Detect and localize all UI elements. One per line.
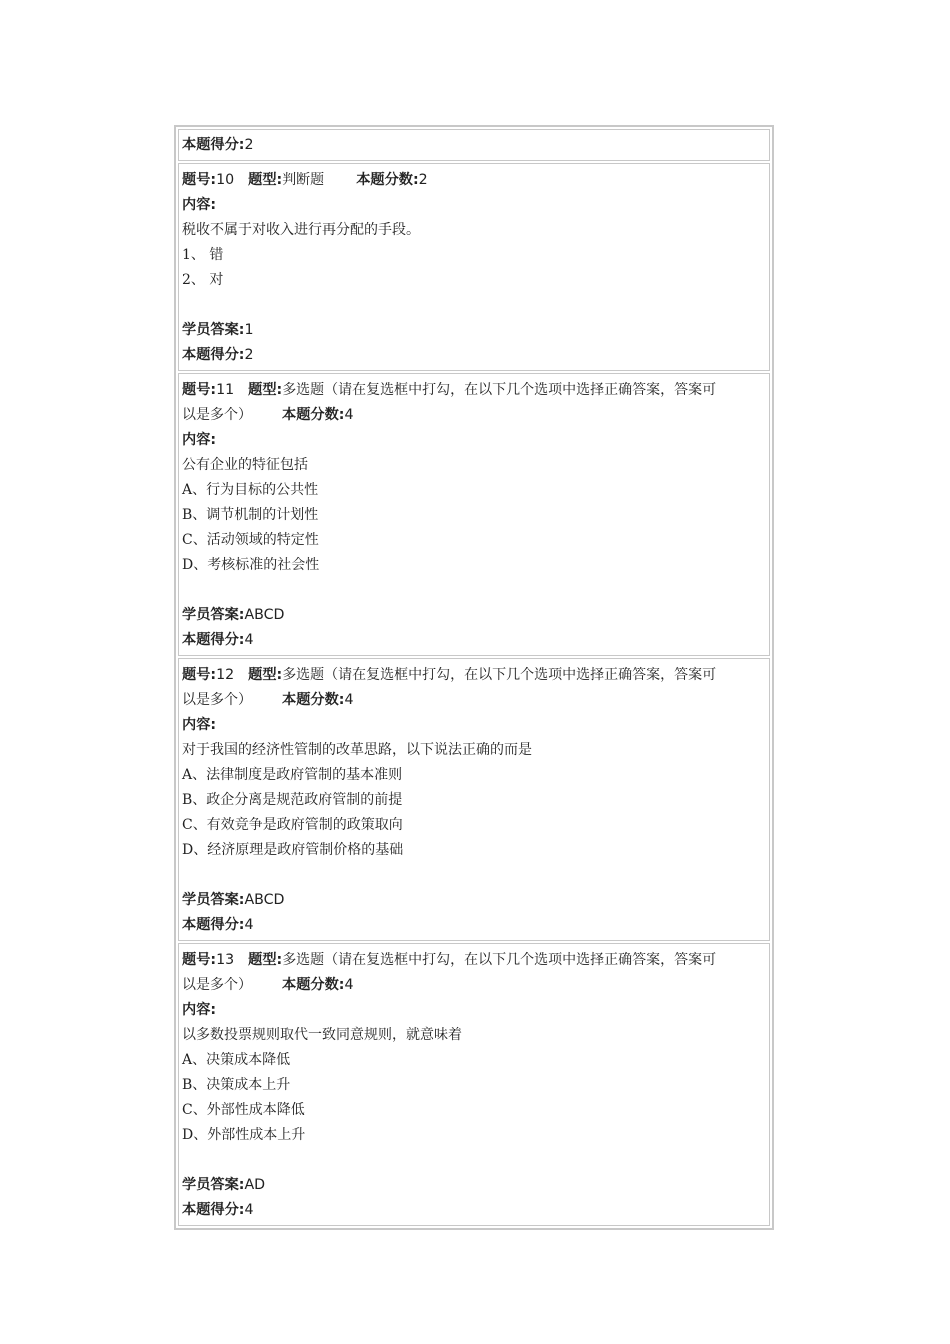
question-cell-13 xyxy=(178,943,770,1226)
score-line xyxy=(182,1198,769,1223)
option-item: B、决策成本上升 xyxy=(182,1077,291,1093)
number-label: 题号: xyxy=(182,667,217,683)
option-item: B、调节机制的计划性 xyxy=(182,507,319,523)
score-value: 2 xyxy=(244,347,254,363)
question-type: 多选题（请在复选框中打勾，在以下几个选项中选择正确答案，答案可 xyxy=(282,382,717,398)
answer-label: 学员答案: xyxy=(182,322,245,338)
question-type: 多选题（请在复选框中打勾，在以下几个选项中选择正确答案，答案可 xyxy=(282,667,717,683)
type-label: 题型: xyxy=(248,952,283,968)
points-label: 本题分数: xyxy=(356,172,419,188)
score-line xyxy=(182,343,769,368)
option-item: D、考核标准的社会性 xyxy=(182,557,320,573)
question-stem: 税收不属于对收入进行再分配的手段。 xyxy=(182,222,420,238)
points-label: 本题分数: xyxy=(282,692,345,708)
type-label: 题型: xyxy=(248,172,283,188)
question-type: 多选题（请在复选框中打勾，在以下几个选项中选择正确答案，答案可 xyxy=(282,952,717,968)
score-value: 4 xyxy=(244,632,254,648)
question-points: 4 xyxy=(344,692,354,708)
answer-line xyxy=(182,888,769,913)
score-line xyxy=(182,913,769,938)
score-value: 2 xyxy=(244,137,254,153)
question-header-cont xyxy=(182,688,769,713)
option-item: C、有效竞争是政府管制的政策取向 xyxy=(182,817,403,833)
question-points: 4 xyxy=(344,977,354,993)
number-label: 题号: xyxy=(182,382,217,398)
content-label: 内容: xyxy=(182,717,217,733)
question-cell-10 xyxy=(178,163,770,371)
score-label: 本题得分: xyxy=(182,1202,245,1218)
type-label: 题型: xyxy=(248,382,283,398)
score-cell-previous xyxy=(178,129,770,161)
option-item: D、外部性成本上升 xyxy=(182,1127,306,1143)
question-cell-11 xyxy=(178,373,770,656)
points-label: 本题分数: xyxy=(282,407,345,423)
answer-value: ABCD xyxy=(244,607,285,623)
content-label: 内容: xyxy=(182,197,217,213)
answer-value: 1 xyxy=(244,322,254,338)
question-number: 11 xyxy=(216,382,235,398)
question-stem: 公有企业的特征包括 xyxy=(182,457,308,473)
number-label: 题号: xyxy=(182,952,217,968)
score-value: 4 xyxy=(244,917,254,933)
option-item: B、政企分离是规范政府管制的前提 xyxy=(182,792,403,808)
answer-value: AD xyxy=(244,1177,266,1193)
option-item: C、外部性成本降低 xyxy=(182,1102,305,1118)
option-item: 1、 错 xyxy=(182,247,224,263)
question-header xyxy=(182,378,769,403)
question-stem: 以多数投票规则取代一致同意规则，就意味着 xyxy=(182,1027,462,1043)
score-value: 4 xyxy=(244,1202,254,1218)
question-header-cont xyxy=(182,403,769,428)
option-item: C、活动领域的特定性 xyxy=(182,532,319,548)
answer-value: ABCD xyxy=(244,892,285,908)
content-label: 内容: xyxy=(182,1002,217,1018)
score-label: 本题得分: xyxy=(182,137,245,153)
exam-results-table xyxy=(174,125,774,1230)
score-label: 本题得分: xyxy=(182,632,245,648)
question-points: 4 xyxy=(344,407,354,423)
question-type-cont: 以是多个） xyxy=(182,692,252,708)
question-type-cont: 以是多个） xyxy=(182,407,252,423)
answer-label: 学员答案: xyxy=(182,1177,245,1193)
question-header xyxy=(182,948,769,973)
question-points: 2 xyxy=(418,172,428,188)
option-item: A、决策成本降低 xyxy=(182,1052,291,1068)
option-item: D、经济原理是政府管制价格的基础 xyxy=(182,842,404,858)
score-line xyxy=(182,133,769,158)
score-line xyxy=(182,628,769,653)
points-label: 本题分数: xyxy=(282,977,345,993)
question-cell-12 xyxy=(178,658,770,941)
question-type: 判断题 xyxy=(282,172,325,188)
answer-label: 学员答案: xyxy=(182,607,245,623)
question-number: 12 xyxy=(216,667,235,683)
option-item: A、行为目标的公共性 xyxy=(182,482,319,498)
question-type-cont: 以是多个） xyxy=(182,977,252,993)
option-item: A、法律制度是政府管制的基本准则 xyxy=(182,767,403,783)
answer-line xyxy=(182,603,769,628)
question-number: 10 xyxy=(216,172,235,188)
number-label: 题号: xyxy=(182,172,217,188)
score-label: 本题得分: xyxy=(182,347,245,363)
question-stem: 对于我国的经济性管制的改革思路，以下说法正确的而是 xyxy=(182,742,532,758)
question-header xyxy=(182,168,769,193)
option-item: 2、 对 xyxy=(182,272,224,288)
answer-label: 学员答案: xyxy=(182,892,245,908)
type-label: 题型: xyxy=(248,667,283,683)
answer-line xyxy=(182,318,769,343)
question-number: 13 xyxy=(216,952,235,968)
question-header-cont xyxy=(182,973,769,998)
answer-line xyxy=(182,1173,769,1198)
question-header xyxy=(182,663,769,688)
content-label: 内容: xyxy=(182,432,217,448)
score-label: 本题得分: xyxy=(182,917,245,933)
